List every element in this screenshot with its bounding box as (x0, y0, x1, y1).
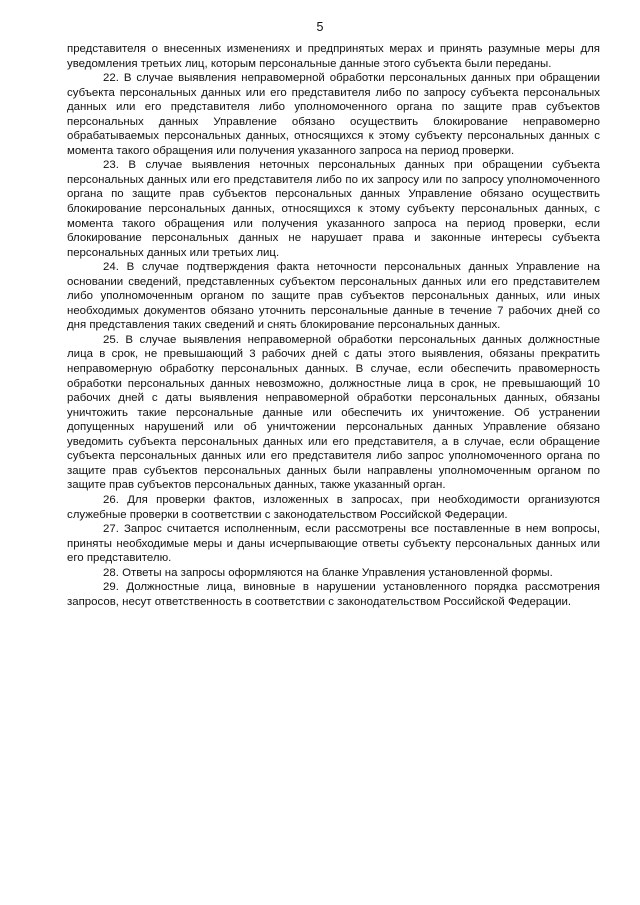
paragraph-25: 25. В случае выявления неправомерной обработки персональных данных должностные лица в срок, не превышающий 3 рабочих дней с даты этого выявления, обязаны прекратить неправомерную обработку персональных данных. В случае, если обеспечить правомерность обработки персональных данных невозможно, должностные лица в срок, не превышающий 10 рабочих дней с даты выявления неправомерной обработки персональных данных, обязаны уничтожить такие персональные данные или обеспечить их уничтожение. Об устранении допущенных нарушений или об уничтожении персональных данных Управление обязано уведомить субъекта персональных данных или его представителя, а в случае, если обращение субъекта персональных данных или его представителя либо запрос уполномоченного органа по защите прав субъектов персональных данных были направлены уполномоченным органом по защите прав субъектов персональных данных, также указанный орган. (67, 333, 600, 492)
paragraph-23: 23. В случае выявления неточных персональных данных при обращении субъекта персональных данных или его представителя либо по их запросу или по запросу уполномоченного органа по защите прав субъектов персональных данных Управление обязано осуществить блокирование персональных данных, относящихся к этому субъекту персональных данных, с момента такого обращения или получения указанного запроса на период проверки, если блокирование персональных данных не нарушает права и законные интересы субъекта персональных данных или третьих лиц. (67, 159, 600, 259)
paragraph-26: 26. Для проверки фактов, изложенных в запросах, при необходимости организуются служебные проверки в соответствии с законодательством Российской Федерации. (67, 493, 600, 521)
paragraph-continuation: представителя о внесенных изменениях и предпринятых мерах и принять разумные меры для уведомления третьих лиц, которым персональные данные этого субъекта были переданы. (67, 43, 600, 70)
paragraph-29: 29. Должностные лица, виновные в нарушении установленного порядка рассмотрения запросов, несут ответственность в соответствии с законодательством Российской Федерации. (67, 581, 600, 608)
paragraph-22: 22. В случае выявления неправомерной обработки персональных данных при обращении субъекта персональных данных или его представителя либо по запросу субъекта персональных данных или его представителя либо уполномоченного органа по защите прав субъектов персональных данных Управление обязано осуществить блокирование неправомерно обрабатываемых персональных данных, относящихся к этому субъекту персональных данных с момента такого обращения или получения указанного запроса на период проверки. (67, 72, 600, 157)
paragraph-24: 24. В случае подтверждения факта неточности персональных данных Управление на основании сведений, представленных субъектом персональных данных или его представителем либо уполномоченным органом по защите прав субъектов персональных данных, или иных необходимых документов обязано уточнить персональные данные в течение 7 рабочих дней со дня представления таких сведений и снять блокирование персональных данных. (67, 261, 600, 332)
paragraph-28: 28. Ответы на запросы оформляются на бланке Управления установленной формы. (103, 566, 553, 579)
page-number: 5 (316, 20, 324, 34)
paragraph-27: 27. Запрос считается исполненным, если рассмотрены все поставленные в нем вопросы, приняты необходимые меры и даны исчерпывающие ответы субъекту персональных данных или его представителю. (67, 523, 600, 565)
document-body (67, 42, 600, 609)
